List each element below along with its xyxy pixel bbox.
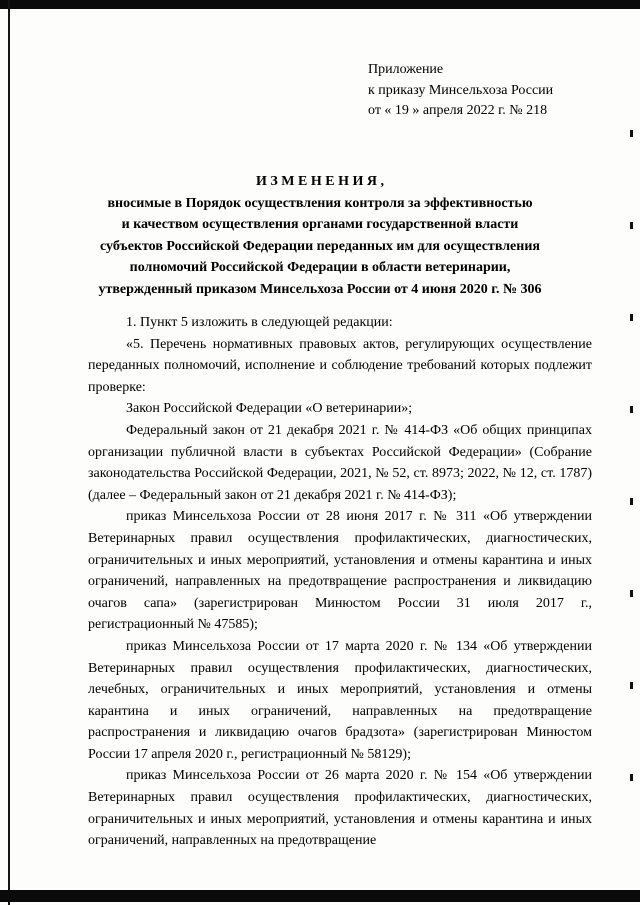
paragraph-6: приказ Минсельхоза России от 17 марта 2020 г. № 134 «Об утверждении Ветеринарных правил осуществления профилактических, диагностических, лечебных, ограничительных и иных мероприятий, установления и отмены карантина и иных ограничений, направленных на предотвращение распространения и ликвидацию очагов брадзота» (зарегистрирован Минюстом России 17 апреля 2020 г., регистрационный № 58129); bbox=[88, 638, 592, 762]
paragraph-3: Закон Российской Федерации «О ветеринарии»; bbox=[126, 401, 413, 417]
title-line-3: и качеством осуществления органами государственной власти bbox=[121, 217, 519, 232]
paragraph-5: приказ Минсельхоза России от 28 июня 2017 г. № 311 «Об утверждении Ветеринарных правил осуществления профилактических, диагностических, ограничительных и иных мероприятий, установления и отмены карантина и иных ограничений, направленных на предотвращение распространения и ликвидацию очагов сапа» (зарегистрирован Минюстом России 31 июля 2017 г., регистрационный № 47585); bbox=[88, 509, 592, 633]
paragraph-1: 1. Пункт 5 изложить в следующей редакции: bbox=[126, 315, 393, 330]
title-line-4: субъектов Российской Федерации переданных им для осуществления bbox=[100, 238, 540, 254]
annex-line-3: от « 19 » апреля 2022 г. № 218 bbox=[368, 103, 548, 118]
title-line-6: утвержденный приказом Минсельхоза России от 4 июня 2020 г. № 306 bbox=[98, 281, 542, 297]
scan-artifact-right-dashes bbox=[630, 130, 633, 860]
annex-line-2: к приказу Минсельхоза России bbox=[368, 82, 554, 98]
paragraph-2: «5. Перечень нормативных правовых актов, регулирующих осуществление переданных полномочий, исполнение и соблюдение требований которых подлежит проверке: bbox=[88, 336, 592, 395]
title-line-1: И З М Е Н Е Н И Я , bbox=[256, 174, 384, 189]
scan-artifact-bottom-bar bbox=[0, 890, 640, 902]
paragraph-4: Федеральный закон от 21 декабря 2021 г. № 414-ФЗ «Об общих принципах организации публичной власти в субъектах Российской Федерации» (Собрание законодательства Российской Федерации, 2021, № 52, ст. 8973; 2022, № 12, ст. 1787) (далее – Федеральный закон от 21 декабря 2021 г. № 414-ФЗ); bbox=[88, 422, 592, 503]
title-line-5: полномочий Российской Федерации в области ветеринарии, bbox=[129, 260, 511, 275]
scan-artifact-top-bar bbox=[0, 0, 640, 9]
annex-line-1: Приложение bbox=[368, 62, 444, 77]
annex-block bbox=[368, 60, 553, 122]
paragraph-7: приказ Минсельхоза России от 26 марта 2020 г. № 154 «Об утверждении Ветеринарных правил осуществления профилактических, диагностических, ограничительных и иных мероприятий, установления и отмены карантина и иных ограничений, направленных на предотвращение bbox=[88, 768, 592, 849]
scan-artifact-left-line bbox=[8, 0, 10, 905]
document-body bbox=[88, 312, 592, 852]
title-line-2: вносимые в Порядок осуществления контроля за эффективностью bbox=[107, 195, 533, 211]
document-title bbox=[45, 171, 595, 300]
